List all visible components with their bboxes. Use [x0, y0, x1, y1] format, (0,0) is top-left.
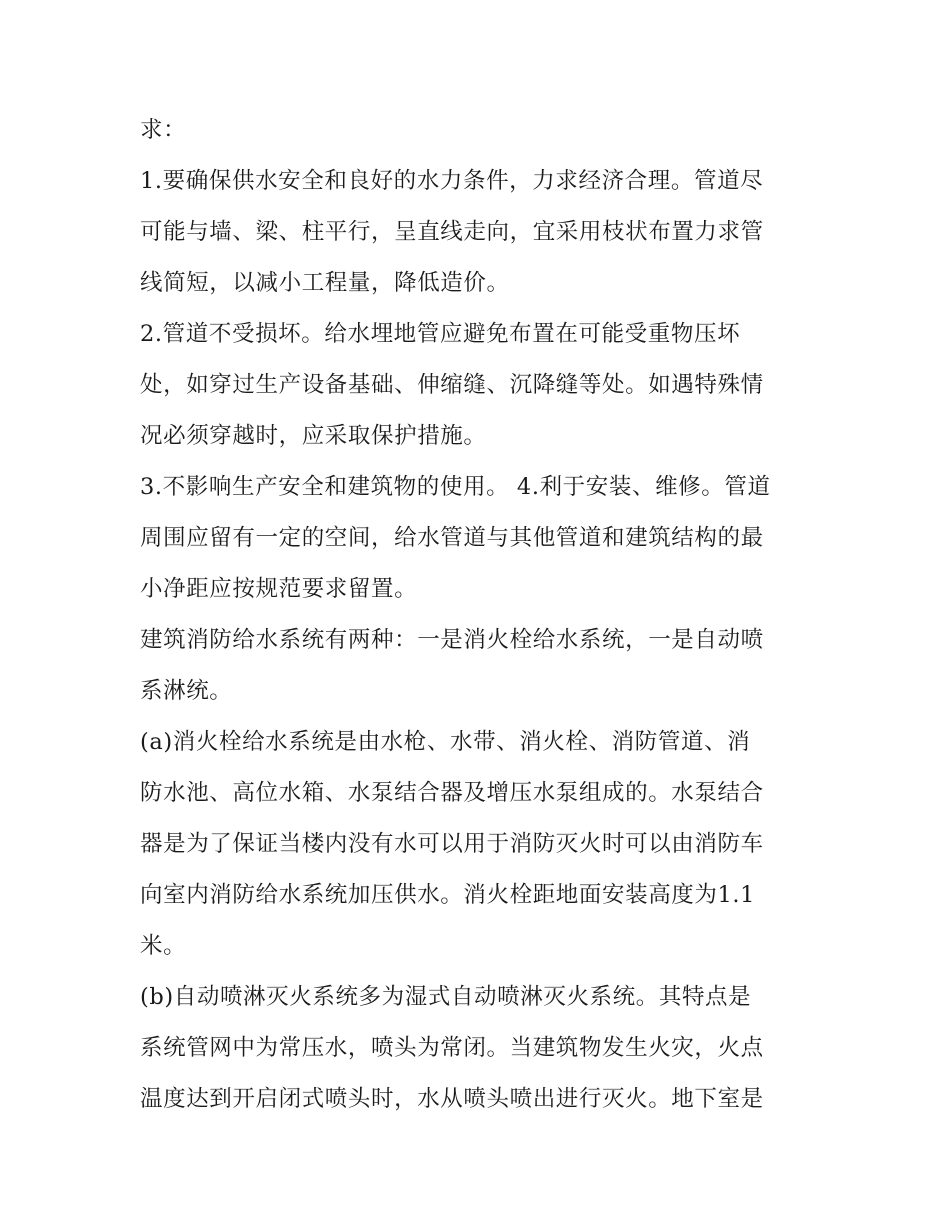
- text-line: 况必须穿越时，应采取保护措施。: [140, 423, 487, 449]
- text-line: 建筑消防给水系统有两种：一是消火栓给水系统，一是自动喷: [140, 627, 764, 653]
- text-line: (b)自动喷淋灭火系统多为湿式自动喷淋灭火系统。其特点是: [140, 984, 752, 1010]
- text-line: 防水池、高位水箱、水泵结合器及增压水泵组成的。水泵结合: [140, 780, 764, 806]
- text-line: 器是为了保证当楼内没有水可以用于消防灭火时可以由消防车: [140, 831, 764, 857]
- text-line: 系统管网中为常压水，喷头为常闭。当建筑物发生火灾，火点: [140, 1035, 764, 1061]
- text-line: (a)消火栓给水系统是由水枪、水带、消火栓、消防管道、消: [140, 729, 751, 755]
- text-line: 线简短，以减小工程量，降低造价。: [140, 270, 510, 296]
- text-line: 3.不影响生产安全和建筑物的使用。 4.利于安装、维修。管道: [140, 474, 771, 500]
- text-line: 2.管道不受损坏。给水埋地管应避免布置在可能受重物压坏: [140, 321, 741, 347]
- text-line: 向室内消防给水系统加压供水。消火栓距地面安装高度为1.1: [140, 882, 756, 908]
- text-line: 1.要确保供水安全和良好的水力条件，力求经济合理。管道尽: [140, 168, 764, 194]
- text-line: 处，如穿过生产设备基础、伸缩缝、沉降缝等处。如遇特殊情: [140, 372, 764, 398]
- text-line: 小净距应按规范要求留置。: [140, 576, 418, 602]
- text-line: 求：: [140, 117, 187, 143]
- text-line: 米。: [140, 933, 187, 959]
- text-line: 周围应留有一定的空间，给水管道与其他管道和建筑结构的最: [140, 525, 764, 551]
- text-line: 温度达到开启闭式喷头时，水从喷头喷出进行灭火。地下室是: [140, 1086, 764, 1112]
- text-line: 可能与墙、梁、柱平行，呈直线走向，宜采用枝状布置力求管: [140, 219, 764, 245]
- text-line: 系淋统。: [140, 678, 233, 704]
